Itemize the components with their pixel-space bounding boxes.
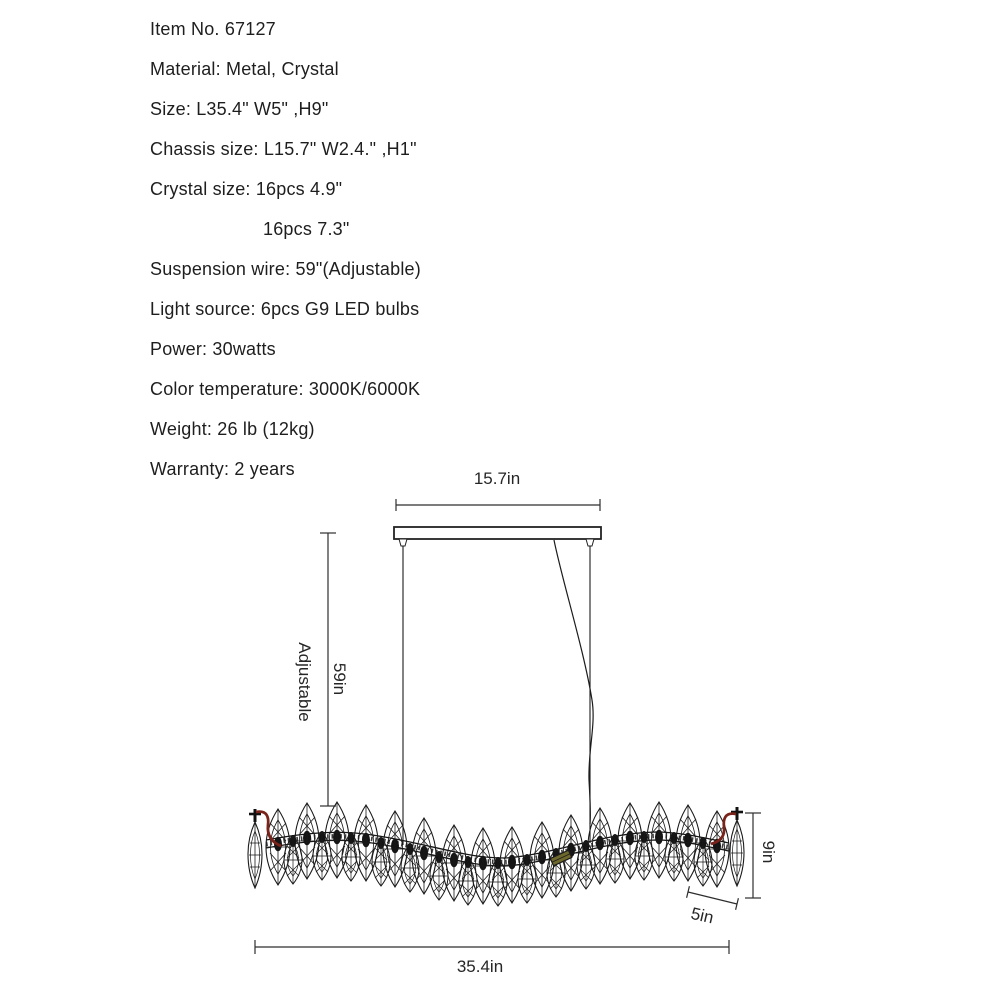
end-drop-left [248,809,262,888]
spec-line-size: Size: L35.4" W5" ,H9" [150,99,329,119]
end-drop-right [730,807,744,886]
crystal-large [705,811,729,887]
label-fixture-depth: 5in [689,903,716,928]
spec-line-material: Material: Metal, Crystal [150,59,339,79]
spec-line-color-temp: Color temperature: 3000K/6000K [150,379,421,399]
wire-mount-left [399,539,407,546]
crystal-row-large [266,802,729,904]
spec-line-warranty: Warranty: 2 years [150,459,295,479]
spec-line-power: Power: 30watts [150,339,276,359]
wire-mount-right [586,539,594,546]
power-cord [554,540,593,824]
label-wire-length: 59in [330,662,350,696]
spec-line-weight: Weight: 26 lb (12kg) [150,419,315,439]
dim-fixture-height [745,813,761,898]
dim-fixture-length [255,940,729,954]
suspension-wires [403,539,590,845]
dim-canopy-width [396,499,600,511]
label-adjustable: Adjustable [295,642,315,722]
chandelier-fixture [248,802,744,906]
spec-line-crystal-size-1: Crystal size: 16pcs 4.9" [150,179,343,199]
crystal-large [325,802,349,878]
spec-line-light-source: Light source: 6pcs G9 LED bulbs [150,299,420,319]
spec-line-item-no: Item No. 67127 [150,19,276,39]
label-fixture-height: 9in [759,840,779,864]
spec-line-suspension: Suspension wire: 59"(Adjustable) [150,259,421,279]
crystal-large [647,802,671,878]
label-canopy-width: 15.7in [473,469,521,488]
dim-line [688,892,737,904]
spec-line-crystal-size-2: 16pcs 7.3" [263,219,350,239]
crystal-row-small [284,831,712,906]
label-fixture-length: 35.4in [456,957,504,976]
spec-line-chassis-size: Chassis size: L15.7" W2.4." ,H1" [150,139,417,159]
canopy [394,527,601,546]
canopy-bar [394,527,601,539]
